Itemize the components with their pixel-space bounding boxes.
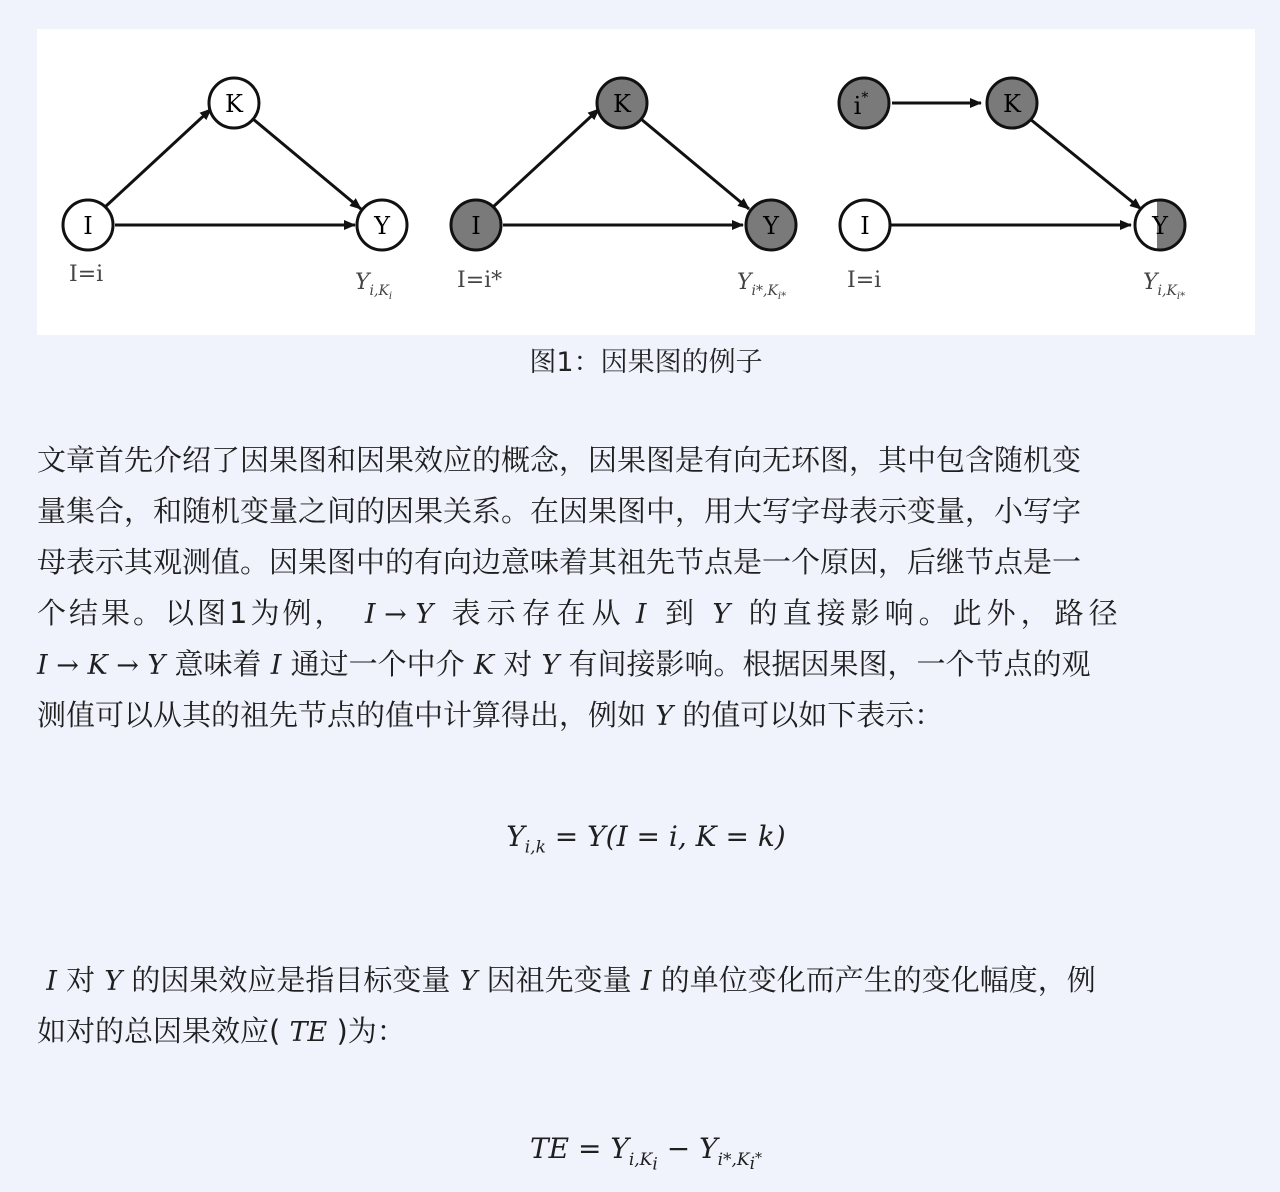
- node-istar: [839, 78, 889, 128]
- diagram-2: [451, 78, 796, 302]
- causal-graph-figure: [37, 29, 1255, 335]
- edge-i-k: [105, 109, 211, 207]
- diagram-1: [63, 78, 407, 302]
- math-inline: I → K → Y: [37, 650, 166, 681]
- equation-total-effect: TE = $Y_{i,K_i} - Y_{i*,K_{i^*}}$: [529, 1132, 763, 1174]
- node-k: [987, 78, 1037, 128]
- node-k-label: K: [1003, 90, 1021, 118]
- node-k-label: K: [613, 90, 631, 118]
- edge-k-y: [641, 119, 749, 209]
- paragraph-causal-graph: [37, 435, 1255, 741]
- math-inline: K: [473, 650, 494, 681]
- causal-graph-svg: [37, 29, 1255, 335]
- node-k-label: K: [225, 90, 243, 118]
- text-line: 如对的总因果效应( TE )为：: [37, 1014, 406, 1048]
- math-inline: Y: [541, 650, 560, 681]
- text-line: 个结果。以图1为例， I → Y 表示存在从 I 到 Y 的直接影响。此外，路径: [37, 596, 1123, 630]
- node-y-half: [1135, 200, 1185, 250]
- svg-text:i*: i*: [853, 90, 869, 120]
- math-inline: Y: [104, 966, 123, 997]
- text-line: I 对 Y 的因果效应是指目标变量 Y 因祖先变量 I 的单位变化而产生的变化幅度，例: [46, 963, 1096, 997]
- edge-k-y: [253, 119, 361, 209]
- outcome-label: $Y_{i,K}i*$: [1143, 270, 1186, 302]
- text-line: 文章首先介绍了因果图和因果效应的概念，因果图是有向无环图，其中包含随机变: [37, 443, 1082, 477]
- math-inline: Y: [459, 966, 478, 997]
- text-line: 测值可以从其的祖先节点的值中计算得出，例如 Y 的值可以如下表示：: [37, 698, 944, 732]
- figure-caption: 图1：因果图的例子: [529, 347, 763, 378]
- math-inline: TE: [289, 1017, 328, 1048]
- edge-i-k: [493, 109, 599, 207]
- math-inline: Y: [655, 701, 674, 732]
- text-line: 量集合，和随机变量之间的因果关系。在因果图中，用大写字母表示变量，小写字: [37, 494, 1082, 528]
- paragraph-total-effect: [37, 955, 1255, 1057]
- node-y-label: Y: [1152, 212, 1168, 240]
- math-inline: I → Y: [364, 599, 434, 630]
- outcome-label: $Y_{i*,K}i*$: [737, 270, 787, 302]
- node-k: [597, 78, 647, 128]
- node-y-label: Y: [763, 212, 779, 240]
- outcome-label: $Y_{i,K}i$: [355, 270, 393, 302]
- node-y-label: Y: [374, 212, 390, 240]
- math-inline: I: [46, 966, 57, 997]
- equation-potential-outcome: $Y_{i,k} = Y(I = i$, K = k): [506, 820, 786, 858]
- node-i: [63, 200, 113, 250]
- node-i-label: I: [860, 212, 870, 240]
- intervention-label: I=i: [69, 262, 104, 287]
- node-i-label: I: [471, 212, 481, 240]
- node-k: [209, 78, 259, 128]
- node-i: [451, 200, 501, 250]
- node-i-label: I: [83, 212, 93, 240]
- node-y: [746, 200, 796, 250]
- intervention-label: I=i*: [457, 268, 503, 293]
- math-inline: I: [635, 599, 647, 630]
- diagram-3: [839, 78, 1185, 302]
- text-line: I → K → Y 意味着 I 通过一个中介 K 对 Y 有间接影响。根据因果图，一个节点的观: [37, 647, 1091, 681]
- intervention-label: I=i: [847, 268, 882, 293]
- math-inline: I: [640, 966, 652, 997]
- edge-k-y: [1030, 119, 1141, 209]
- math-inline: Y: [712, 599, 731, 630]
- math-inline: I: [270, 650, 282, 681]
- node-y: [357, 200, 407, 250]
- node-i: [840, 200, 890, 250]
- text-line: 母表示其观测值。因果图中的有向边意味着其祖先节点是一个原因，后继节点是一: [37, 545, 1082, 579]
